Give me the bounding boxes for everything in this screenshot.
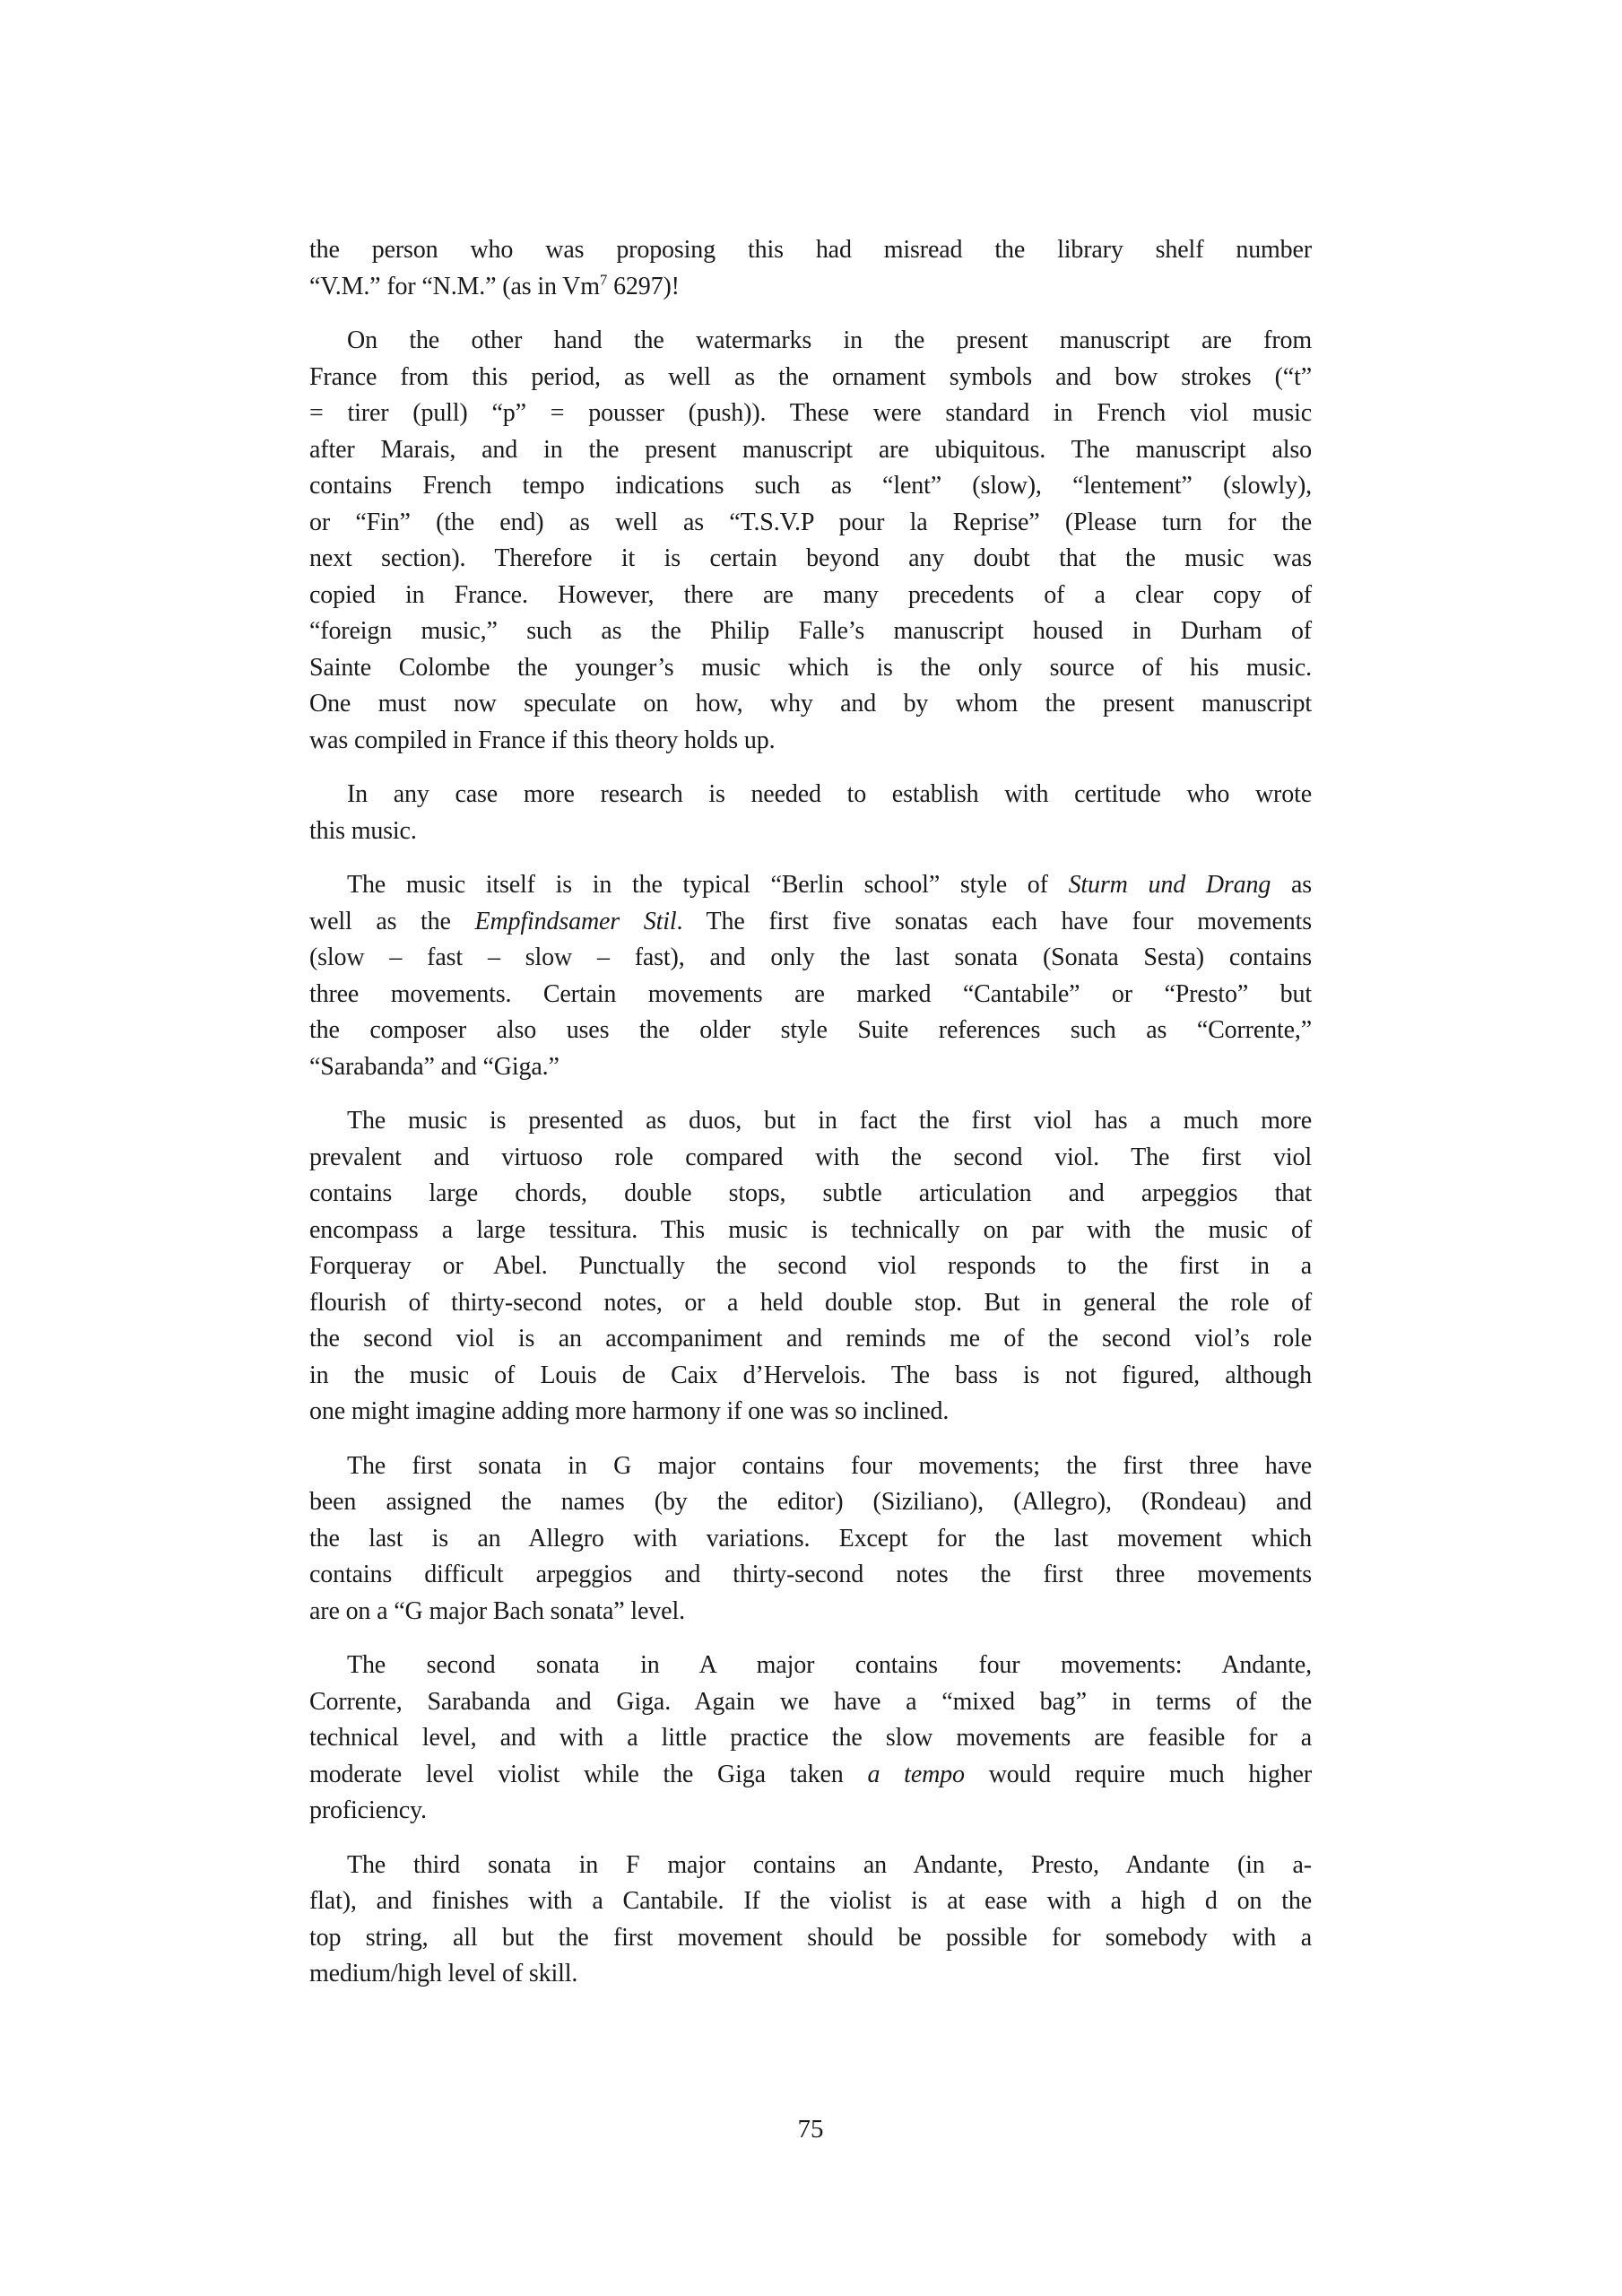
text-line bbox=[309, 505, 1312, 542]
text-line bbox=[309, 269, 1312, 306]
text-line bbox=[309, 650, 1312, 687]
body-text: The music itself is in the typical “Berlin school” style of bbox=[347, 871, 1069, 899]
body-text: The first sonata in G major contains four movements; the first three have bbox=[347, 1451, 1312, 1480]
body-text: France from this period, as well as the ornament symbols and bow strokes (“t” bbox=[309, 362, 1312, 391]
text-line bbox=[309, 1648, 1312, 1684]
text-line bbox=[309, 1920, 1312, 1957]
body-text: flourish of thirty-second notes, or a held double stop. But in general the role of bbox=[309, 1288, 1312, 1317]
text-line bbox=[309, 867, 1312, 904]
body-text: or “Fin” (the end) as well as “T.S.V.P pour la Reprise” (Please turn for the bbox=[309, 508, 1312, 536]
body-text: (slow – fast – slow – fast), and only the last sonata (Sonata Sesta) contains bbox=[309, 944, 1312, 971]
superscript-text: 7 bbox=[599, 271, 608, 289]
body-text: three movements. Certain movements are marked “Cantabile” or “Presto” but bbox=[309, 979, 1312, 1008]
text-line bbox=[309, 1757, 1312, 1794]
body-text: been assigned the names (by the editor) (Siziliano), (Allegro), (Rondeau) and bbox=[309, 1488, 1312, 1516]
body-text: In any case more research is needed to establish with certitude who wrote bbox=[347, 780, 1312, 808]
text-line bbox=[309, 396, 1312, 432]
text-line bbox=[309, 613, 1312, 650]
body-text: 6297)! bbox=[607, 272, 680, 300]
body-text: well as the bbox=[309, 907, 475, 935]
paragraph bbox=[309, 867, 1312, 1085]
text-line bbox=[309, 1720, 1312, 1757]
body-text: The third sonata in F major contains an Andante, Presto, Andante (in a- bbox=[347, 1850, 1312, 1879]
text-line bbox=[309, 1448, 1312, 1485]
body-text: in the music of Louis de Caix d’Hervelois. The bass is not figured, although bbox=[309, 1361, 1312, 1389]
text-line bbox=[309, 1213, 1312, 1249]
body-text: “Sarabanda” and “Giga.” bbox=[309, 1052, 559, 1081]
body-text: are on a “G major Bach sonata” level. bbox=[309, 1596, 685, 1625]
text-line bbox=[309, 323, 1312, 360]
body-text: proficiency. bbox=[309, 1796, 427, 1824]
text-line bbox=[309, 813, 1312, 850]
text-line bbox=[309, 232, 1312, 269]
body-text: “foreign music,” such as the Philip Falle’s manuscript housed in Durham of bbox=[309, 617, 1312, 645]
text-line bbox=[309, 1049, 1312, 1086]
body-text: Forqueray or Abel. Punctually the second viol responds to the first in a bbox=[309, 1252, 1312, 1280]
text-line bbox=[309, 1358, 1312, 1395]
body-text: next section). Therefore it is certain beyond any doubt that the music was bbox=[309, 544, 1312, 572]
body-text: technical level, and with a little practice the slow movements are feasible for a bbox=[309, 1724, 1312, 1752]
body-text: contains large chords, double stops, subtle articulation and arpeggios that bbox=[309, 1179, 1312, 1207]
body-text: moderate level violist while the Giga taken bbox=[309, 1760, 868, 1788]
body-text: contains French tempo indications such as “lent” (slow), “lentement” (slowly), bbox=[309, 472, 1312, 500]
body-text: the composer also uses the older style Suite references such as “Corrente,” bbox=[309, 1016, 1312, 1044]
text-line bbox=[309, 1684, 1312, 1721]
paragraph bbox=[309, 1103, 1312, 1431]
text-line bbox=[309, 578, 1312, 614]
paragraph bbox=[309, 323, 1312, 759]
body-text: On the other hand the watermarks in the present manuscript are from bbox=[347, 326, 1312, 354]
text-line bbox=[309, 723, 1312, 760]
text-line bbox=[309, 432, 1312, 469]
text-line bbox=[309, 360, 1312, 396]
text-line bbox=[309, 777, 1312, 813]
text-line bbox=[309, 1321, 1312, 1358]
body-text: “V.M.” for “N.M.” (as in Vm bbox=[309, 272, 600, 300]
paragraph bbox=[309, 1448, 1312, 1631]
body-text: prevalent and virtuoso role compared with the second viol. The first viol bbox=[309, 1143, 1312, 1171]
text-line bbox=[309, 1557, 1312, 1594]
body-text: The music is presented as duos, but in fact the first viol has a much more bbox=[347, 1107, 1312, 1135]
italic-text: Empfindsamer Stil bbox=[474, 907, 677, 935]
text-line bbox=[309, 541, 1312, 578]
paragraph bbox=[309, 1848, 1312, 1993]
body-text: One must now speculate on how, why and by whom the present manuscript bbox=[309, 690, 1312, 718]
text-line bbox=[309, 1793, 1312, 1830]
text-line bbox=[309, 1103, 1312, 1140]
text-line bbox=[309, 1140, 1312, 1177]
body-text: Sainte Colombe the younger’s music which is the only source of his music. bbox=[309, 653, 1312, 682]
body-text: the last is an Allegro with variations. Except for the last movement which bbox=[309, 1524, 1312, 1552]
body-text: was compiled in France if this theory holds up. bbox=[309, 726, 776, 754]
body-text: The second sonata in A major contains four movements: Andante, bbox=[347, 1651, 1312, 1679]
body-text: the person who was proposing this had misread the library shelf number bbox=[309, 236, 1312, 264]
body-text: . The first five sonatas each have four movements bbox=[676, 907, 1312, 935]
text-line bbox=[309, 1883, 1312, 1920]
body-text: Corrente, Sarabanda and Giga. Again we have a “mixed bag” in terms of the bbox=[309, 1687, 1312, 1716]
body-text: after Marais, and in the present manuscript are ubiquitous. The manuscript also bbox=[309, 435, 1312, 464]
text-line bbox=[309, 1394, 1312, 1431]
text-line bbox=[309, 1956, 1312, 1993]
body-text: this music. bbox=[309, 816, 417, 845]
text-line bbox=[309, 468, 1312, 505]
text-line bbox=[309, 940, 1312, 977]
text-line bbox=[309, 1594, 1312, 1631]
body-text: flat), and finishes with a Cantabile. If the violist is at ease with a high d on the bbox=[309, 1887, 1312, 1915]
body-text: = tirer (pull) “p” = pousser (push)). These were standard in French viol music bbox=[309, 399, 1312, 427]
text-line bbox=[309, 1013, 1312, 1049]
text-line bbox=[309, 1285, 1312, 1322]
body-text: would require much higher bbox=[964, 1760, 1312, 1788]
body-text: copied in France. However, there are many precedents of a clear copy of bbox=[309, 580, 1312, 609]
text-line bbox=[309, 1484, 1312, 1521]
body-text: as bbox=[1271, 871, 1313, 899]
body-text: contains difficult arpeggios and thirty-second notes the first three movements bbox=[309, 1561, 1312, 1588]
body-text: top string, all but the first movement should be possible for somebody with a bbox=[309, 1923, 1312, 1952]
text-line bbox=[309, 1521, 1312, 1558]
text-line bbox=[309, 1248, 1312, 1285]
italic-text: Sturm und Drang bbox=[1068, 871, 1271, 899]
body-text: encompass a large tessitura. This music is technically on par with the music of bbox=[309, 1215, 1312, 1244]
paragraph bbox=[309, 777, 1312, 849]
paragraph bbox=[309, 1648, 1312, 1830]
text-line bbox=[309, 977, 1312, 1013]
text-line bbox=[309, 1848, 1312, 1884]
text-block bbox=[309, 232, 1312, 1993]
body-text: medium/high level of skill. bbox=[309, 1960, 578, 1987]
body-text: one might imagine adding more harmony if one was so inclined. bbox=[309, 1397, 950, 1425]
text-line bbox=[309, 686, 1312, 723]
text-line bbox=[309, 1176, 1312, 1213]
body-text: the second viol is an accompaniment and reminds me of the second viol’s role bbox=[309, 1325, 1312, 1352]
page-number: 75 bbox=[797, 2115, 824, 2144]
paragraph bbox=[309, 232, 1312, 305]
italic-text: a tempo bbox=[867, 1760, 965, 1788]
text-line bbox=[309, 904, 1312, 941]
